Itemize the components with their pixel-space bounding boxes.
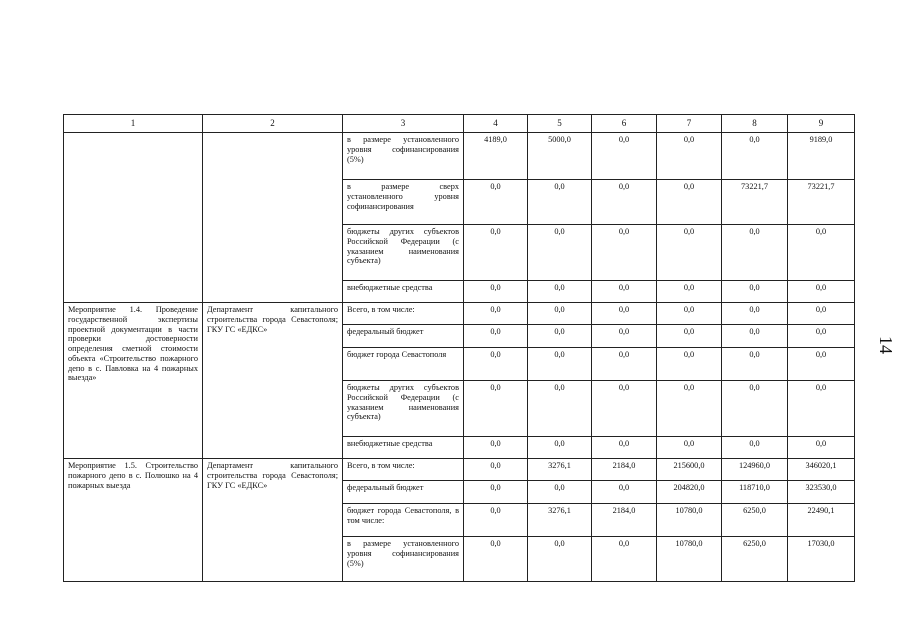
value-cell: 0,0 — [528, 481, 592, 504]
value-cell: 118710,0 — [722, 481, 788, 504]
value-cell: 0,0 — [464, 348, 528, 381]
value-cell: 0,0 — [528, 437, 592, 459]
value-cell: 0,0 — [722, 325, 788, 348]
column-header-9: 9 — [788, 115, 855, 133]
value-cell: 0,0 — [657, 281, 722, 303]
column-header-7: 7 — [657, 115, 722, 133]
value-cell: 0,0 — [657, 437, 722, 459]
value-cell: 0,0 — [528, 325, 592, 348]
value-cell: 204820,0 — [657, 481, 722, 504]
value-cell: 0,0 — [657, 381, 722, 437]
value-cell: 22490,1 — [788, 504, 855, 537]
table-header-row — [64, 115, 855, 133]
table-row — [64, 459, 855, 481]
value-cell: 0,0 — [722, 281, 788, 303]
value-cell: 0,0 — [592, 180, 657, 225]
funding-source-label: в размере сверх установленного уровня софинансирования — [343, 180, 464, 225]
value-cell: 0,0 — [788, 437, 855, 459]
value-cell: 0,0 — [464, 281, 528, 303]
value-cell: 215600,0 — [657, 459, 722, 481]
value-cell: 2184,0 — [592, 504, 657, 537]
value-cell: 9189,0 — [788, 133, 855, 180]
value-cell: 323530,0 — [788, 481, 855, 504]
value-cell: 0,0 — [592, 281, 657, 303]
value-cell: 124960,0 — [722, 459, 788, 481]
table-row — [64, 133, 855, 180]
value-cell: 0,0 — [464, 504, 528, 537]
value-cell: 2184,0 — [592, 459, 657, 481]
value-cell: 0,0 — [464, 437, 528, 459]
column-header-6: 6 — [592, 115, 657, 133]
value-cell: 0,0 — [528, 348, 592, 381]
value-cell: 6250,0 — [722, 537, 788, 582]
funding-source-label: бюджеты других субъектов Российской Федерации (с указанием наименования субъекта) — [343, 225, 464, 281]
column-header-2: 2 — [203, 115, 343, 133]
column-header-4: 4 — [464, 115, 528, 133]
value-cell: 3276,1 — [528, 504, 592, 537]
value-cell: 0,0 — [592, 133, 657, 180]
funding-source-label: внебюджетные средства — [343, 437, 464, 459]
funding-source-label: бюджеты других субъектов Российской Федерации (с указанием наименования субъекта) — [343, 381, 464, 437]
value-cell: 0,0 — [464, 325, 528, 348]
value-cell: 0,0 — [722, 381, 788, 437]
value-cell: 73221,7 — [722, 180, 788, 225]
funding-source-label: Всего, в том числе: — [343, 459, 464, 481]
funding-source-label: Всего, в том числе: — [343, 303, 464, 325]
funding-source-label: внебюджетные средства — [343, 281, 464, 303]
value-cell: 0,0 — [464, 381, 528, 437]
value-cell: 0,0 — [592, 481, 657, 504]
funding-source-label: бюджет города Севастополя, в том числе: — [343, 504, 464, 537]
column-header-8: 8 — [722, 115, 788, 133]
activity-description: Мероприятие 1.5. Строительство пожарного депо в с. Полюшко на 4 пожарных выезда — [64, 459, 203, 582]
budget-table — [63, 114, 855, 582]
value-cell: 0,0 — [528, 180, 592, 225]
value-cell: 10780,0 — [657, 537, 722, 582]
value-cell: 0,0 — [464, 537, 528, 582]
responsible-executor: Департамент капитального строительства города Севастополя; ГКУ ГС «ЕДКС» — [203, 459, 343, 582]
value-cell: 0,0 — [788, 303, 855, 325]
value-cell: 10780,0 — [657, 504, 722, 537]
value-cell: 0,0 — [722, 225, 788, 281]
value-cell: 0,0 — [657, 348, 722, 381]
value-cell: 3276,1 — [528, 459, 592, 481]
value-cell: 0,0 — [592, 437, 657, 459]
value-cell: 0,0 — [592, 537, 657, 582]
value-cell: 0,0 — [722, 348, 788, 381]
column-header-1: 1 — [64, 115, 203, 133]
funding-source-label: бюджет города Севастополя — [343, 348, 464, 381]
column-header-5: 5 — [528, 115, 592, 133]
value-cell: 0,0 — [464, 225, 528, 281]
column-header-3: 3 — [343, 115, 464, 133]
executor-cell-empty — [203, 133, 343, 303]
value-cell: 0,0 — [528, 381, 592, 437]
value-cell: 0,0 — [722, 437, 788, 459]
value-cell: 4189,0 — [464, 133, 528, 180]
value-cell: 0,0 — [528, 537, 592, 582]
responsible-executor: Департамент капитального строительства города Севастополя; ГКУ ГС «ЕДКС» — [203, 303, 343, 459]
value-cell: 0,0 — [788, 225, 855, 281]
value-cell: 0,0 — [722, 303, 788, 325]
value-cell: 6250,0 — [722, 504, 788, 537]
activity-cell-empty — [64, 133, 203, 303]
value-cell: 17030,0 — [788, 537, 855, 582]
table-row — [64, 303, 855, 325]
value-cell: 0,0 — [528, 281, 592, 303]
funding-source-label: федеральный бюджет — [343, 481, 464, 504]
value-cell: 0,0 — [528, 303, 592, 325]
value-cell: 0,0 — [464, 459, 528, 481]
value-cell: 0,0 — [657, 325, 722, 348]
value-cell: 0,0 — [464, 303, 528, 325]
value-cell: 0,0 — [464, 180, 528, 225]
value-cell: 0,0 — [592, 381, 657, 437]
value-cell: 5000,0 — [528, 133, 592, 180]
activity-description: Мероприятие 1.4. Проведение государственной экспертизы проектной документации в части проверки достоверности определения сметной стоимости объекта «Строительство пожарного депо в с. Павловка на 4 пожарных выезда» — [64, 303, 203, 459]
funding-source-label: в размере установленного уровня софинансирования (5%) — [343, 537, 464, 582]
value-cell: 0,0 — [788, 325, 855, 348]
funding-source-label: федеральный бюджет — [343, 325, 464, 348]
value-cell: 0,0 — [592, 303, 657, 325]
page-number: 14 — [876, 336, 896, 354]
value-cell: 0,0 — [657, 303, 722, 325]
value-cell: 0,0 — [657, 180, 722, 225]
value-cell: 73221,7 — [788, 180, 855, 225]
value-cell: 0,0 — [592, 325, 657, 348]
value-cell: 0,0 — [528, 225, 592, 281]
value-cell: 346020,1 — [788, 459, 855, 481]
value-cell: 0,0 — [788, 381, 855, 437]
value-cell: 0,0 — [464, 481, 528, 504]
value-cell: 0,0 — [657, 225, 722, 281]
funding-source-label: в размере установленного уровня софинансирования (5%) — [343, 133, 464, 180]
value-cell: 0,0 — [788, 281, 855, 303]
value-cell: 0,0 — [788, 348, 855, 381]
value-cell: 0,0 — [722, 133, 788, 180]
value-cell: 0,0 — [592, 348, 657, 381]
value-cell: 0,0 — [657, 133, 722, 180]
value-cell: 0,0 — [592, 225, 657, 281]
